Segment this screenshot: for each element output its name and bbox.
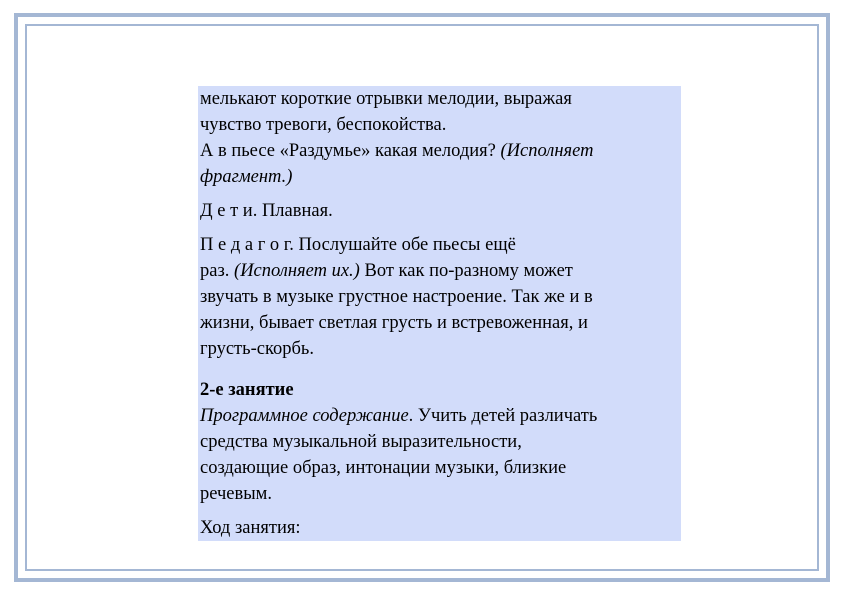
text-span: Вот как по-разному может <box>359 261 573 281</box>
text-line: создающие образ, интонации музыки, близкие <box>200 458 567 478</box>
text-line: мелькают короткие отрывки мелодии, выражая <box>200 89 572 109</box>
text-span: раз. <box>200 261 235 281</box>
text-line: жизни, бывает светлая грусть и встревоженная, и <box>200 313 588 333</box>
text-line <box>200 138 679 164</box>
text-box <box>198 86 681 541</box>
section-heading <box>200 377 679 403</box>
paragraph-teacher <box>200 232 679 362</box>
paragraph-intro <box>200 86 679 190</box>
text-line <box>200 403 679 429</box>
text-line: речевым. <box>200 484 273 504</box>
paragraph-children <box>200 198 679 224</box>
text-span: . Учить детей различать <box>408 406 598 426</box>
text-line: Ход занятия: <box>200 518 301 538</box>
text-line: грусть-скорбь. <box>200 339 314 359</box>
text-line <box>200 164 679 190</box>
text-line: звучать в музыке грустное настроение. Так же и в <box>200 287 593 307</box>
text-line: чувство тревоги, беспокойства. <box>200 115 447 135</box>
stage-direction: (Исполняет <box>500 141 594 161</box>
text-line: средства музыкальной выразительности, <box>200 432 522 452</box>
heading-text: 2-е занятие <box>200 380 294 400</box>
text-line: П е д а г о г. Послушайте обе пьесы ещё <box>200 235 516 255</box>
paragraph-lesson-2 <box>200 377 679 507</box>
program-content-label: Программное содержание <box>200 406 409 426</box>
stage-direction: (Исполняет их.) <box>234 261 360 281</box>
text-span: А в пьесе «Раздумье» какая мелодия? <box>200 141 501 161</box>
paragraph-lesson-course <box>200 515 679 541</box>
text-line: Д е т и. Плавная. <box>200 201 333 221</box>
stage-direction: фрагмент.) <box>200 167 293 187</box>
text-line <box>200 258 679 284</box>
